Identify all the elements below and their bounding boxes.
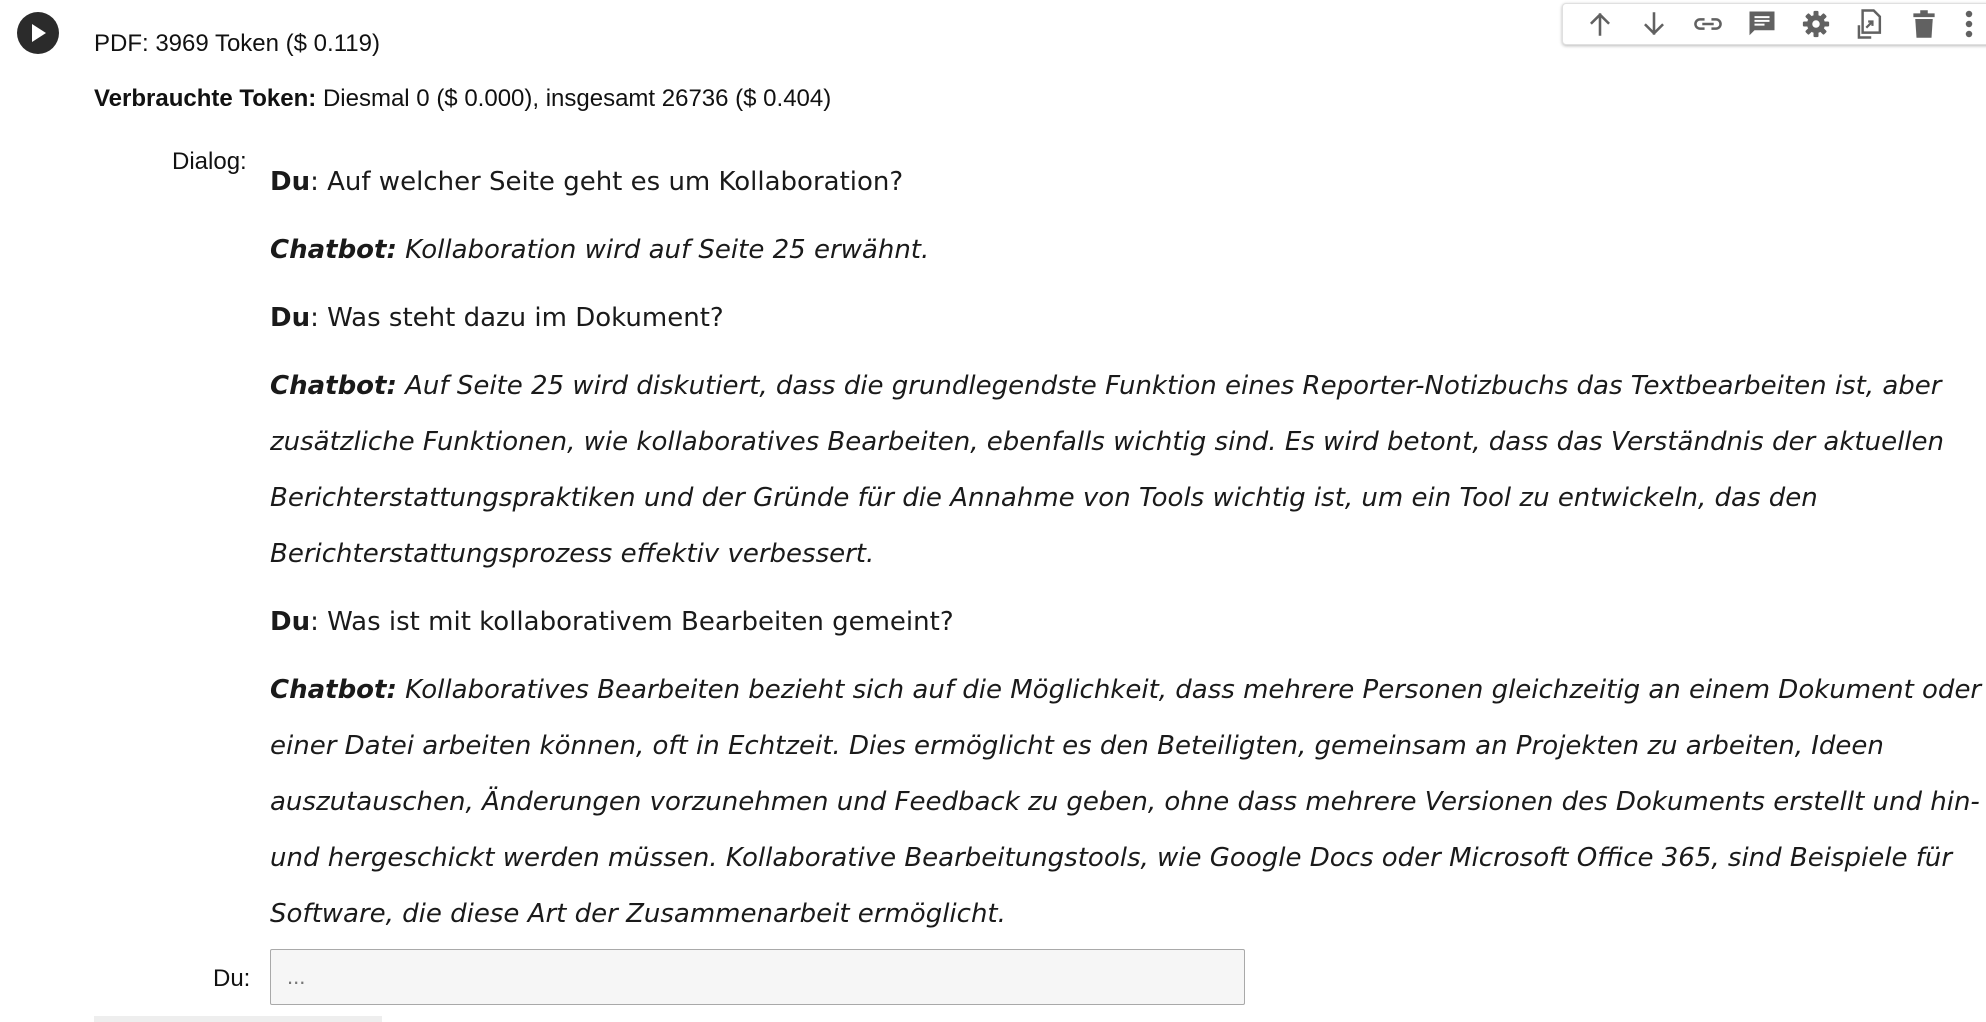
cell-settings-button[interactable]: [1789, 3, 1843, 45]
speaker-label: Du: [270, 303, 311, 333]
trash-icon: [1911, 9, 1937, 39]
dialog-transcript: [270, 154, 1986, 954]
dialog-message-user: [270, 290, 1986, 346]
message-text: Was steht dazu im Dokument?: [327, 303, 724, 333]
dialog-message-bot: [270, 662, 1986, 942]
link-icon: [1692, 10, 1724, 38]
speaker-separator: [397, 235, 405, 265]
pdf-token-info: PDF: 3969 Token ($ 0.119): [94, 30, 380, 57]
mirror-icon: [1855, 8, 1885, 40]
speaker-label: Chatbot:: [270, 675, 397, 705]
delete-cell-button[interactable]: [1897, 3, 1951, 45]
message-text: Auf Seite 25 wird diskutiert, dass die grundlegendste Funktion eines Reporter-Notizbuchs das Textbearbeiten ist, aber zusätzliche Funktionen, wie kollaboratives Bearbeiten, ebenfalls wichtig sind. Es wird betont, dass das Verständnis der aktuellen Berichterstattungspraktiken und der Gründe für die Annahme von Tools wichtig ist, um ein Tool zu entwickeln, das den Berichterstattungsprozess effektiv verbessert.: [270, 371, 1944, 569]
speaker-separator: :: [310, 167, 328, 197]
message-text: Kollaboration wird auf Seite 25 erwähnt.: [405, 235, 930, 265]
dialog-message-bot: [270, 358, 1986, 582]
speaker-separator: [397, 371, 405, 401]
dialog-message-user: [270, 594, 1986, 650]
link-to-cell-button[interactable]: [1681, 3, 1735, 45]
dialog-message-user: [270, 154, 1986, 210]
gear-icon: [1801, 9, 1831, 39]
move-cell-down-button[interactable]: [1627, 3, 1681, 45]
play-icon: [29, 23, 47, 43]
used-tokens-label: Verbrauchte Token:: [94, 85, 317, 112]
dialog-message-bot: [270, 222, 1986, 278]
speaker-separator: :: [310, 303, 328, 333]
speaker-separator: :: [310, 607, 328, 637]
move-cell-up-button[interactable]: [1573, 3, 1627, 45]
used-tokens-info: [94, 85, 831, 113]
run-cell-button[interactable]: [17, 12, 59, 54]
cell-toolbar: [1562, 3, 1986, 45]
message-text: Kollaboratives Bearbeiten bezieht sich auf die Möglichkeit, dass mehrere Personen gleichzeitig an einem Dokument oder einer Datei arbeiten können, oft in Echtzeit. Dies ermöglicht es den Beteiligten, gemeinsam an Projekten zu arbeiten, Ideen auszutauschen, Änderungen vorzunehmen und Feedback zu geben, ohne dass mehrere Versionen des Dokuments erstellt und hin- und hergeschickt werden müssen. Kollaborative Bearbeitungstools, wie Google Docs oder Microsoft Office 365, sind Beispiele für Software, die diese Art der Zusammenarbeit ermöglicht.: [270, 675, 1982, 929]
more-vert-icon: [1964, 9, 1974, 39]
message-text: Auf welcher Seite geht es um Kollaboration?: [327, 167, 904, 197]
speaker-label: Du: [270, 607, 311, 637]
speaker-label: Chatbot:: [270, 371, 397, 401]
add-comment-button[interactable]: [1735, 3, 1789, 45]
speaker-separator: [397, 675, 405, 705]
more-actions-button[interactable]: [1951, 3, 1986, 45]
speaker-label: Chatbot:: [270, 235, 397, 265]
dialog-label: Dialog:: [172, 148, 247, 175]
used-tokens-value: Diesmal 0 ($ 0.000), insgesamt 26736 ($ 0.404): [316, 85, 832, 112]
mirror-cell-button[interactable]: [1843, 3, 1897, 45]
arrow-up-icon: [1586, 10, 1614, 38]
user-input-label: Du:: [213, 965, 251, 992]
arrow-down-icon: [1640, 10, 1668, 38]
speaker-label: Du: [270, 167, 311, 197]
chat-input[interactable]: [270, 949, 1245, 1005]
comment-icon: [1747, 9, 1777, 39]
send-button-edge[interactable]: [94, 1016, 382, 1022]
message-text: Was ist mit kollaborativem Bearbeiten gemeint?: [327, 607, 954, 637]
